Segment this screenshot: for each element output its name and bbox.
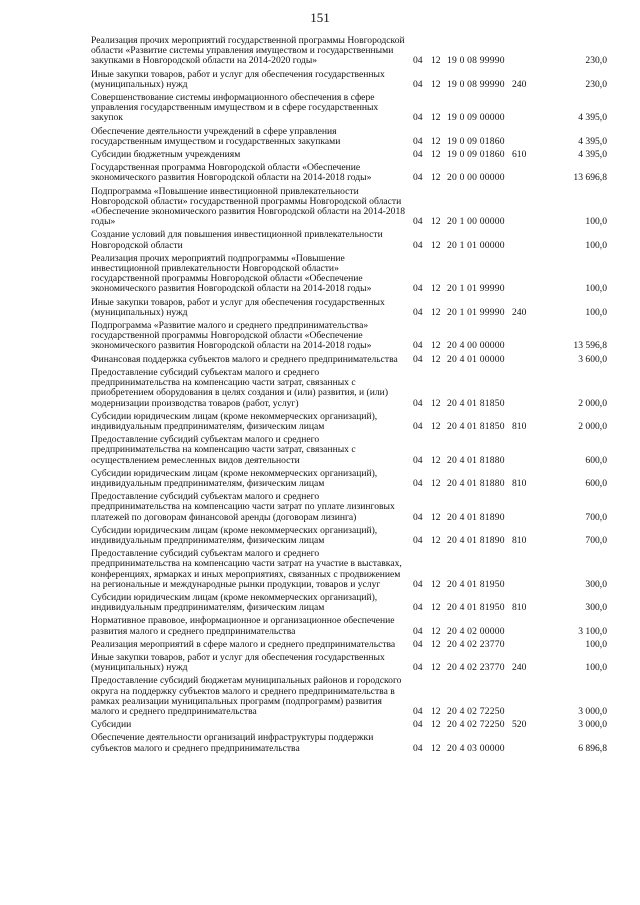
amount-value: 100,0 [585,638,607,650]
expense-type-code: 610 [512,149,527,161]
expense-type-code [512,676,537,720]
amount-value: 13 696,8 [573,172,607,184]
expense-type-code [512,127,537,150]
line-item-name: Субсидии бюджетным учреждениям [91,149,241,161]
subsection-code: 12 [431,705,441,717]
amount-value: 230,0 [585,55,607,67]
table-row [91,492,607,526]
subsection-code: 12 [431,638,441,650]
amount-value: 100,0 [585,662,607,674]
table-row [91,163,607,186]
expense-type-code: 810 [512,602,527,614]
target-article-code: 20 4 02 00000 [447,625,505,637]
amount-value: 2 000,0 [578,397,607,409]
subsection-code: 12 [431,454,441,466]
target-article-code: 20 4 01 81950 [447,578,505,590]
target-article-code: 20 4 02 72250 [447,705,505,717]
amount-value: 100,0 [585,283,607,295]
amount-value: 230,0 [585,78,607,90]
line-item-name: Создание условий для повышения инвестиционной привлекательности Новгородской области [91,229,383,251]
table-row [91,640,607,653]
section-code: 04 [413,397,423,409]
subsection-code: 12 [431,742,441,754]
table-row [91,469,607,492]
section-code: 04 [413,534,423,546]
line-item-name: Нормативное правовое, информационное и организационное обеспечение развития малого и среднего предпринимательства [91,615,395,637]
expense-type-code [512,187,537,231]
amount-value: 600,0 [585,477,607,489]
line-item-name: Субсидии [91,719,132,731]
expense-type-code [512,616,537,639]
target-article-code: 20 4 01 81890 [447,534,505,546]
subsection-code: 12 [431,135,441,147]
expense-type-code [512,163,537,186]
section-code: 04 [413,55,423,67]
target-article-code: 20 0 00 00000 [447,172,505,184]
expense-type-code: 240 [512,662,527,674]
expense-type-code: 810 [512,477,527,489]
section-code: 04 [413,340,423,352]
section-code: 04 [413,239,423,251]
amount-value: 700,0 [585,511,607,523]
amount-value: 3 000,0 [578,719,607,731]
line-item-name: Реализация прочих мероприятий подпрограммы «Повышение инвестиционной привлекательности Новгородской области» государственной программы Новгородской области «Обеспечение экономического развития Новгородской области на 2014-2018 годы» [91,252,372,295]
target-article-code: 20 1 00 00000 [447,216,505,228]
section-code: 04 [413,578,423,590]
expense-type-code [512,435,537,469]
amount-value: 100,0 [585,306,607,318]
section-code: 04 [413,477,423,489]
section-code: 04 [413,353,423,365]
line-item-name: Государственная программа Новгородской области «Обеспечение экономического развития Новгородской области на 2014-2018 годы» [91,162,372,184]
line-item-name: Обеспечение деятельности учреждений в сфере управления государственным имуществом и государственных закупками [91,125,341,147]
line-item-name: Иные закупки товаров, работ и услуг для обеспечения государственных (муниципальных) нужд [91,68,385,90]
page-number: 151 [310,10,330,25]
section-code: 04 [413,149,423,161]
subsection-code: 12 [431,216,441,228]
line-item-name: Реализация прочих мероприятий государственной программы Новгородской области «Развитие системы управления имуществом и государственными закупками в Новгородской области на 2014-2020 годы» [91,35,405,67]
expense-type-code: 810 [512,420,527,432]
amount-value: 3 600,0 [578,353,607,365]
table-row [91,412,607,435]
subsection-code: 12 [431,239,441,251]
expense-type-code [512,549,537,593]
section-code: 04 [413,454,423,466]
amount-value: 3 000,0 [578,705,607,717]
expense-type-code [512,254,537,298]
section-code: 04 [413,135,423,147]
table-row [91,187,607,231]
subsection-code: 12 [431,306,441,318]
subsection-code: 12 [431,625,441,637]
line-item-name: Субсидии юридическим лицам (кроме некоммерческих организаций), индивидуальным предпринимателям, физическим лицам [91,410,378,432]
subsection-code: 12 [431,149,441,161]
section-code: 04 [413,216,423,228]
section-code: 04 [413,283,423,295]
target-article-code: 19 0 09 01860 [447,149,505,161]
line-item-name: Иные закупки товаров, работ и услуг для обеспечения государственных (муниципальных) нужд [91,296,385,318]
expense-type-code: 520 [512,719,527,731]
line-item-name: Обеспечение деятельности организаций инфраструктуры поддержки субъектов малого и среднего предпринимательства [91,732,374,754]
subsection-code: 12 [431,353,441,365]
table-body [91,36,607,757]
amount-value: 100,0 [585,216,607,228]
amount-value: 2 000,0 [578,420,607,432]
expense-type-code [512,321,537,355]
table-row [91,127,607,150]
expense-type-code [512,36,537,70]
amount-value: 700,0 [585,534,607,546]
subsection-code: 12 [431,578,441,590]
table-row [91,526,607,549]
line-item-name: Субсидии юридическим лицам (кроме некоммерческих организаций), индивидуальным предпринимателям, физическим лицам [91,524,378,546]
target-article-code: 20 4 03 00000 [447,742,505,754]
table-row [91,676,607,720]
target-article-code: 20 4 02 23770 [447,638,505,650]
section-code: 04 [413,420,423,432]
target-article-code: 20 4 01 81850 [447,420,505,432]
target-article-code: 19 0 09 01860 [447,135,505,147]
amount-value: 100,0 [585,239,607,251]
table-row [91,321,607,355]
subsection-code: 12 [431,602,441,614]
expense-type-code [512,733,537,756]
section-code: 04 [413,78,423,90]
subsection-code: 12 [431,78,441,90]
section-code: 04 [413,625,423,637]
table-row [91,549,607,593]
subsection-code: 12 [431,112,441,124]
section-code: 04 [413,511,423,523]
line-item-name: Субсидии юридическим лицам (кроме некоммерческих организаций), индивидуальным предпринимателям, физическим лицам [91,591,378,614]
table-row [91,93,607,127]
expense-type-code [512,492,537,526]
subsection-code: 12 [431,172,441,184]
expense-type-code: 810 [512,534,527,546]
subsection-code: 12 [431,662,441,674]
subsection-code: 12 [431,420,441,432]
line-item-name: Предоставление субсидий субъектам малого и среднего предпринимательства на компенсацию части затрат на участие в выставках, конференциях, ярмарках и иных мероприятиях, связанных с продвижением на региональные и международные рынки продукции, товаров и услуг [91,548,402,590]
section-code: 04 [413,705,423,717]
target-article-code: 20 4 01 81950 [447,602,505,614]
line-item-name: Иные закупки товаров, работ и услуг для обеспечения государственных (муниципальных) нужд [91,651,385,674]
subsection-code: 12 [431,55,441,67]
expense-type-code [512,640,537,653]
table-row [91,254,607,298]
table-row [91,298,607,321]
target-article-code: 20 4 01 00000 [447,353,505,365]
amount-value: 300,0 [585,578,607,590]
table-row [91,593,607,616]
section-code: 04 [413,172,423,184]
line-item-name: Подпрограмма «Повышение инвестиционной привлекательности Новгородской области» государственной программы Новгородской области «Обеспечение экономического развития Новгородской области на 2014-2018 годы» [91,185,406,228]
line-item-name: Предоставление субсидий бюджетам муниципальных районов и городского округа на поддержку субъектов малого и среднего предпринимательства в рамках реализации муниципальных программ (подпрограмм) развития малого и среднего предпринимательства [91,675,402,717]
subsection-code: 12 [431,397,441,409]
target-article-code: 20 4 01 81850 [447,397,505,409]
target-article-code: 20 1 01 00000 [447,239,505,251]
table-row [91,36,607,70]
table-row [91,368,607,412]
subsection-code: 12 [431,283,441,295]
section-code: 04 [413,638,423,650]
subsection-code: 12 [431,477,441,489]
section-code: 04 [413,112,423,124]
target-article-code: 20 4 01 81890 [447,511,505,523]
expense-type-code: 240 [512,78,527,90]
line-item-name: Подпрограмма «Развитие малого и среднего предпринимательства» государственной программы Новгородской области «Обеспечение экономического развития Новгородской области на 2014-2018 годы» [91,320,372,352]
line-item-name: Финансовая поддержка субъектов малого и среднего предпринимательства [91,353,398,365]
table-row [91,355,607,368]
line-item-name: Субсидии юридическим лицам (кроме некоммерческих организаций), индивидуальным предпринимателям, физическим лицам [91,467,378,489]
subsection-code: 12 [431,534,441,546]
amount-value: 6 896,8 [578,742,607,754]
amount-value: 4 395,0 [578,112,607,124]
target-article-code: 19 0 08 99990 [447,55,505,67]
expense-type-code [512,368,537,412]
target-article-code: 20 4 01 81880 [447,477,505,489]
target-article-code: 20 4 00 00000 [447,340,505,352]
line-item-name: Предоставление субсидий субъектам малого и среднего предпринимательства на компенсацию части затрат, связанных с осуществлением ремесленных видов деятельности [91,434,356,466]
section-code: 04 [413,742,423,754]
amount-value: 4 395,0 [578,149,607,161]
subsection-code: 12 [431,511,441,523]
target-article-code: 20 1 01 99990 [447,283,505,295]
amount-value: 600,0 [585,454,607,466]
table-row [91,653,607,676]
line-item-name: Предоставление субсидий субъектам малого и среднего предпринимательства на компенсацию части затрат по уплате лизинговых платежей по договорам финансовой аренды (договорам лизинга) [91,491,395,523]
section-code: 04 [413,306,423,318]
amount-value: 13 596,8 [573,340,607,352]
subsection-code: 12 [431,719,441,731]
line-item-name: Предоставление субсидий субъектам малого и среднего предпринимательства на компенсацию части затрат, связанных с приобретением оборудования в целях создания и (или) развития, и (или) модернизации производства товаров (работ, услуг) [91,366,389,409]
line-item-name: Совершенствование системы информационного обеспечения в сфере управления государственным имуществом и в сфере государственных закупок [91,92,379,124]
section-code: 04 [413,719,423,731]
table-row [91,435,607,469]
target-article-code: 20 4 02 23770 [447,662,505,674]
expense-type-code [512,230,537,253]
section-code: 04 [413,602,423,614]
amount-value: 3 100,0 [578,625,607,637]
subsection-code: 12 [431,340,441,352]
target-article-code: 19 0 09 00000 [447,112,505,124]
amount-value: 4 395,0 [578,135,607,147]
table-row [91,733,607,756]
target-article-code: 20 4 02 72250 [447,719,505,731]
table-row [91,70,607,93]
expense-type-code: 240 [512,306,527,318]
expense-type-code [512,93,537,127]
target-article-code: 20 1 01 99990 [447,306,505,318]
line-item-name: Реализация мероприятий в сфере малого и среднего предпринимательства [91,638,396,650]
budget-table [91,36,607,757]
target-article-code: 20 4 01 81880 [447,454,505,466]
amount-value: 300,0 [585,602,607,614]
table-row [91,230,607,253]
target-article-code: 19 0 08 99990 [447,78,505,90]
expense-type-code [512,355,537,368]
section-code: 04 [413,662,423,674]
table-row [91,616,607,639]
